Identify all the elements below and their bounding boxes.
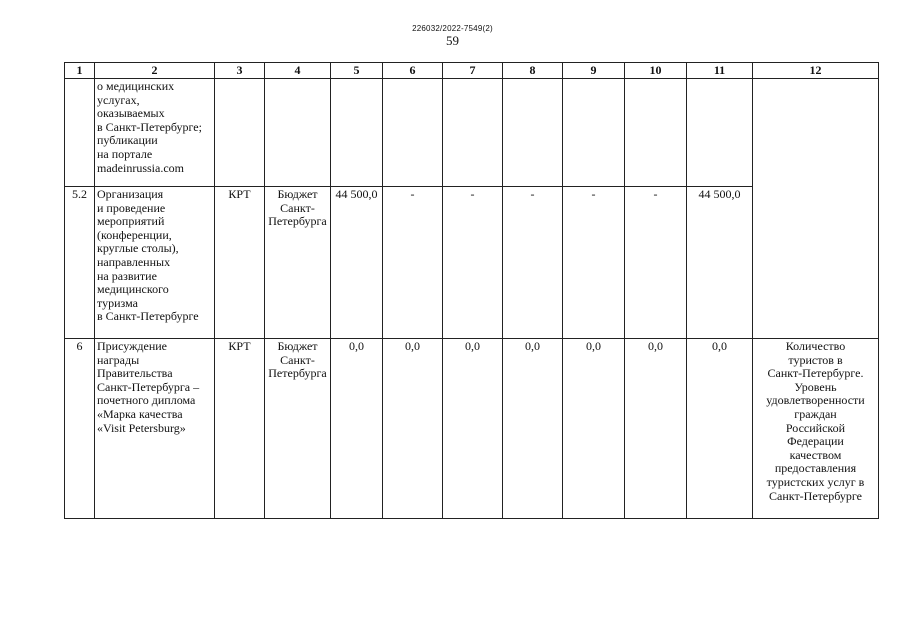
column-number-row	[65, 63, 879, 79]
program-table	[64, 62, 879, 519]
column-header: 12	[753, 63, 879, 79]
column-header: 4	[265, 63, 331, 79]
value-cell: 44 500,0	[331, 187, 383, 339]
value-cell: 0,0	[625, 339, 687, 519]
row-number: 6	[65, 339, 95, 519]
column-header: 3	[215, 63, 265, 79]
table-row	[65, 79, 879, 187]
value-cell: -	[563, 187, 625, 339]
value-cell: -	[503, 187, 563, 339]
executor	[215, 79, 265, 187]
value-cell	[443, 79, 503, 187]
indicator-cell	[753, 79, 879, 339]
value-cell: 0,0	[383, 339, 443, 519]
funding-source: Бюджет Санкт- Петербурга	[265, 339, 331, 519]
funding-source	[265, 79, 331, 187]
table-row	[65, 339, 879, 519]
value-cell: -	[625, 187, 687, 339]
column-header: 5	[331, 63, 383, 79]
funding-source: Бюджет Санкт- Петербурга	[265, 187, 331, 339]
value-cell: 0,0	[443, 339, 503, 519]
column-header: 8	[503, 63, 563, 79]
column-header: 1	[65, 63, 95, 79]
event-name: Организация и проведение мероприятий (конференции, круглые столы), направленных на развитие медицинского туризма в Санкт-Петербурге	[95, 187, 215, 339]
row-number: 5.2	[65, 187, 95, 339]
value-cell: 0,0	[687, 339, 753, 519]
value-cell: -	[443, 187, 503, 339]
column-header: 9	[563, 63, 625, 79]
row-number	[65, 79, 95, 187]
page-number: 59	[446, 33, 459, 48]
value-cell: 44 500,0	[687, 187, 753, 339]
executor: КРТ	[215, 339, 265, 519]
value-cell: -	[383, 187, 443, 339]
value-cell	[383, 79, 443, 187]
value-cell	[503, 79, 563, 187]
event-name: Присуждение награды Правительства Санкт-Петербурга – почетного диплома «Марка качества «Visit Petersburg»	[95, 339, 215, 519]
column-header: 6	[383, 63, 443, 79]
value-cell: 0,0	[503, 339, 563, 519]
value-cell: 0,0	[563, 339, 625, 519]
value-cell	[563, 79, 625, 187]
value-cell	[625, 79, 687, 187]
column-header: 11	[687, 63, 753, 79]
value-cell	[687, 79, 753, 187]
column-header: 2	[95, 63, 215, 79]
column-header: 10	[625, 63, 687, 79]
value-cell	[331, 79, 383, 187]
document-id: 226032/2022-7549(2)	[412, 24, 493, 33]
executor: КРТ	[215, 187, 265, 339]
indicator-cell: Количество туристов в Санкт-Петербурге. Уровень удовлетворенности граждан Российской Федерации качеством предоставления туристских услуг в Санкт-Петербурге	[753, 339, 879, 519]
value-cell: 0,0	[331, 339, 383, 519]
event-name: о медицинских услугах, оказываемых в Санкт-Петербурге; публикации на портале madeinrussia.com	[95, 79, 215, 187]
column-header: 7	[443, 63, 503, 79]
